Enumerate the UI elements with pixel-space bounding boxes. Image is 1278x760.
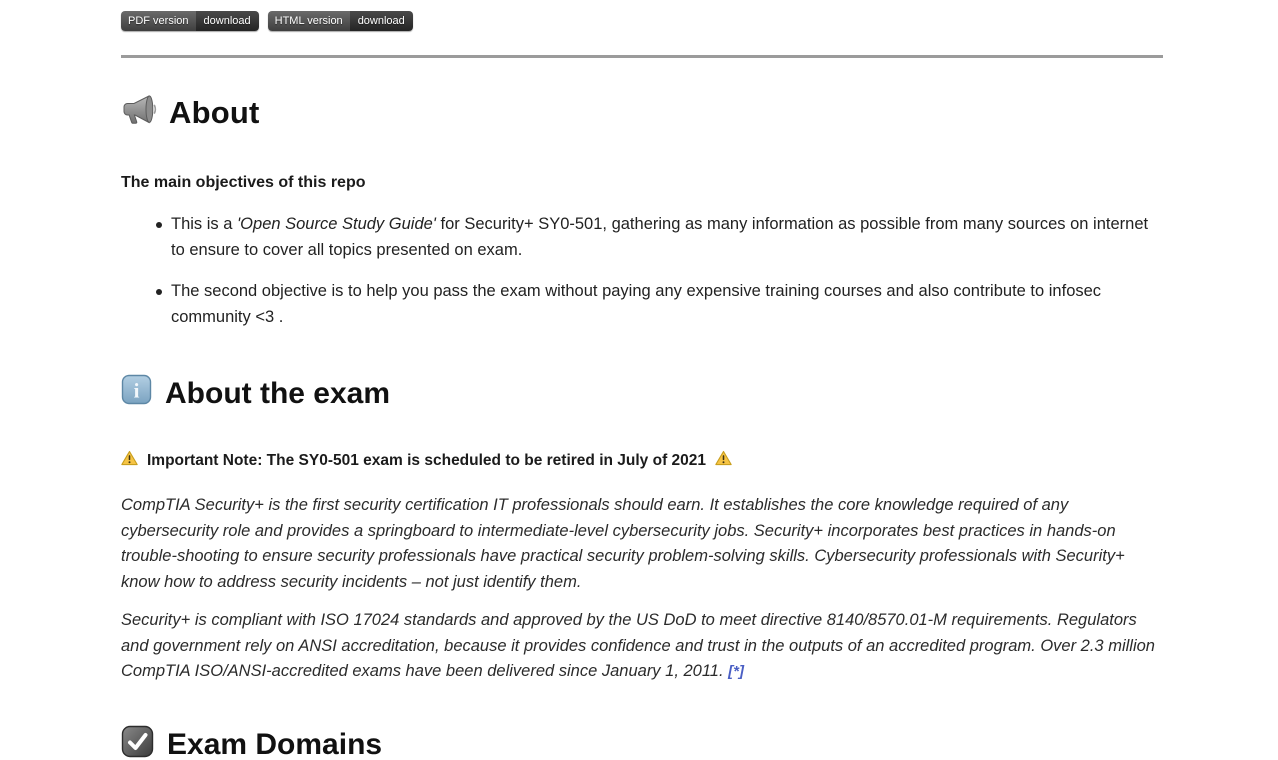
html-download-badge[interactable] bbox=[268, 11, 413, 31]
footnote-link[interactable]: [*] bbox=[728, 663, 744, 680]
exam-domains-heading bbox=[121, 725, 1163, 760]
objective-emphasis: 'Open Source Study Guide' bbox=[237, 215, 436, 233]
warning-icon bbox=[121, 450, 138, 471]
exam-description-text: Security+ is compliant with ISO 17024 standards and approved by the US DoD to meet directive 8140/8570.01-M requirements. Regulators and government rely on ANSI accreditation, because it provides confidence and trust in the outputs of an accredited program. Over 2.3 million CompTIA ISO/ANSI-accredited exams have been delivered since January 1, 2011. bbox=[121, 611, 1155, 680]
warning-icon bbox=[715, 450, 732, 471]
exam-description-paragraph: CompTIA Security+ is the first security certification IT professionals should earn. It establishes the core knowledge required of any cybersecurity role and provides a springboard to intermediate-level cybersecurity jobs. Security+ incorporates best practices in hands-on trouble-shooting to ensure security professionals have practical security problem-solving skills. Cybersecurity professionals with Security+ know how to address security incidents – not just identify them. bbox=[121, 496, 1125, 591]
info-icon bbox=[121, 374, 152, 413]
objective-item bbox=[121, 279, 1163, 330]
badge-value: download bbox=[350, 11, 413, 31]
objective-text: for Security+ SY0-501, gathering as many information as possible from many sources on internet to ensure to cover all topics presented on exam. bbox=[171, 215, 1149, 259]
about-heading-text: About bbox=[169, 95, 260, 130]
badge-value: download bbox=[196, 11, 259, 31]
about-heading bbox=[121, 93, 1163, 133]
badge-label: HTML version bbox=[268, 11, 350, 31]
objective-text: This is a bbox=[171, 215, 238, 233]
pdf-download-badge[interactable] bbox=[121, 11, 259, 31]
readme-content bbox=[121, 0, 1163, 760]
objective-text: The second objective is to help you pass the exam without paying any expensive training courses and also contribute to infosec community <3 . bbox=[171, 282, 1102, 326]
about-exam-heading-text: About the exam bbox=[165, 376, 391, 410]
exam-domains-heading-text: Exam Domains bbox=[167, 728, 383, 760]
section-divider bbox=[121, 55, 1163, 58]
check-icon bbox=[121, 725, 154, 760]
repo-objectives-intro: The main objectives of this repo bbox=[121, 174, 366, 191]
important-note-text: Important Note: The SY0-501 exam is scheduled to be retired in July of 2021 bbox=[147, 451, 707, 469]
important-note bbox=[121, 450, 1163, 471]
objectives-list bbox=[121, 212, 1163, 330]
about-exam-heading bbox=[121, 374, 1163, 413]
exam-description-paragraph bbox=[121, 608, 1161, 685]
badge-label: PDF version bbox=[121, 11, 196, 31]
svg-text:i: i bbox=[133, 378, 140, 403]
badge-row bbox=[121, 11, 1163, 31]
megaphone-icon bbox=[121, 93, 157, 133]
objective-item bbox=[121, 212, 1163, 263]
